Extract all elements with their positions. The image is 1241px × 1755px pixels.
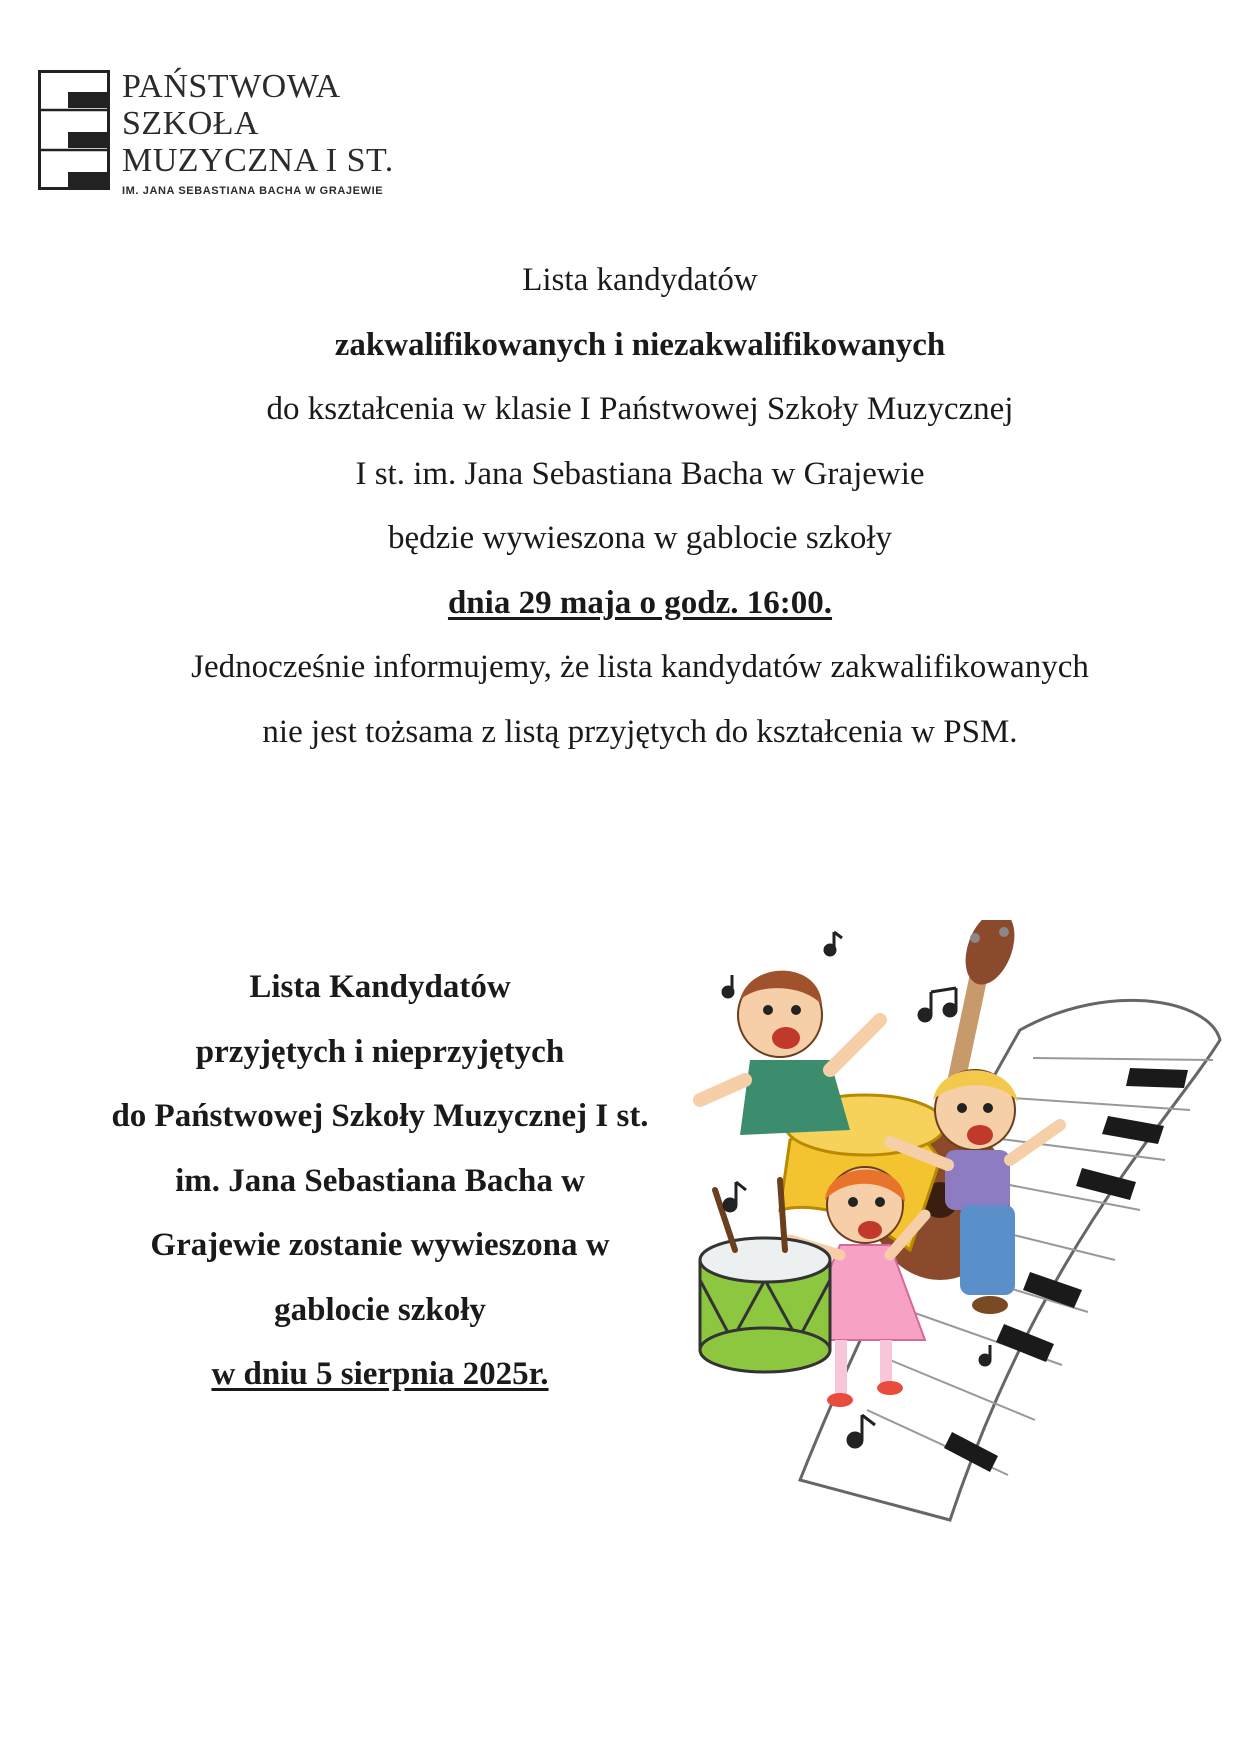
notice1-line-1: Lista kandydatów [522,262,758,298]
notice2-line-2: przyjętych i nieprzyjętych [195,1033,565,1070]
notice1-line-2: zakwalifikowanych i niezakwalifikowanych [334,326,946,363]
notice2-line-1: Lista Kandydatów [249,969,511,1005]
notice2-line-5: Grajewie zostanie wywieszona w [150,1227,610,1263]
notice1-line-8: nie jest tożsama z listą przyjętych do kształcenia w PSM. [262,713,1018,750]
notice2-line-3: do Państwowej Szkoły Muzycznej I st. [111,1098,649,1134]
notice1-line-4: I st. im. Jana Sebastiana Bacha w Grajewie [355,455,925,492]
logo-line-1: PAŃSTWOWA [122,68,341,105]
notice1-line-3: do kształcenia w klasie I Państwowej Szkoły Muzycznej [266,391,1014,427]
school-logo [38,68,418,208]
notice1-date: dnia 29 maja o godz. 16:00. [447,584,833,621]
logo-subline: IM. JANA SEBASTIANA BACHA W GRAJEWIE [122,185,384,197]
logo-line-2: SZKOŁA [122,105,260,142]
admission-notice [60,955,700,1407]
qualification-notice [100,248,1180,764]
piano-keys-logo-icon [38,70,110,190]
notice2-line-6: gablocie szkoły [274,1291,486,1328]
notice1-line-7: Jednocześnie informujemy, że lista kandydatów zakwalifikowanych [191,649,1089,685]
logo-line-3: MUZYCZNA I ST. [122,142,394,179]
notice2-date: w dniu 5 sierpnia 2025r. [211,1356,549,1392]
notice2-line-4: im. Jana Sebastiana Bacha w [175,1162,585,1199]
kids-music-illustration [690,920,1230,1530]
notice1-line-5: będzie wywieszona w gablocie szkoły [388,520,892,556]
